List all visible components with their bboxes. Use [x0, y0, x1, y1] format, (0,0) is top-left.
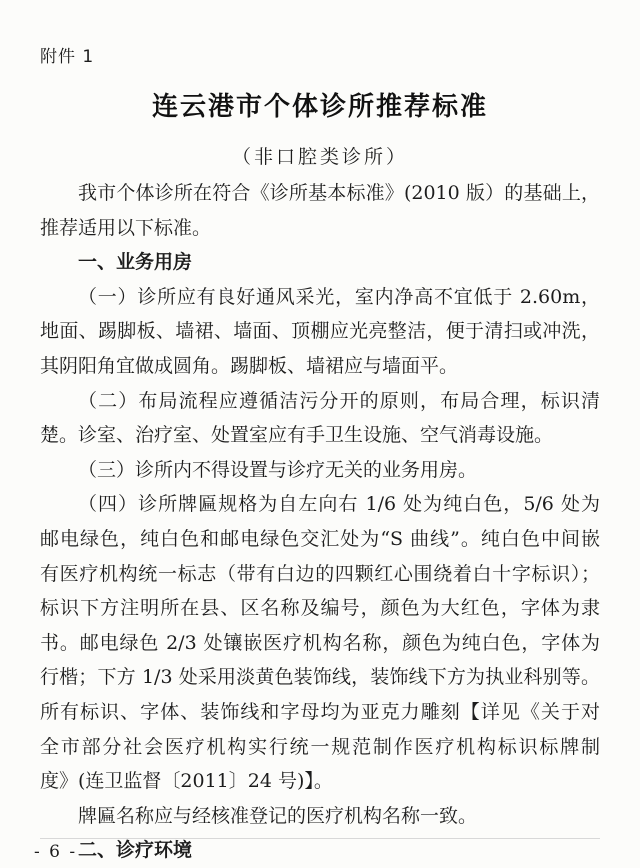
section-heading-clinic-environment: 二、诊疗环境 — [78, 839, 193, 862]
paragraph-line: 有医疗机构统一标志（带有白边的四颗红心围绕着白十字标识）； — [40, 562, 600, 585]
paragraph-line: 楚。诊室、治疗室、处置室应有手卫生设施、空气消毒设施。 — [40, 424, 554, 447]
paragraph-line: 书。邮电绿色 2/3 处镶嵌医疗机构名称，颜色为纯白色，字体为 — [40, 631, 600, 654]
paragraph-line: 所有标识、字体、装饰线和字母均为亚克力雕刻【详见《关于对 — [40, 700, 600, 723]
section-heading-business-rooms: 一、业务用房 — [78, 251, 193, 274]
paragraph-line: （一）诊所应有良好通风采光，室内净高不宜低于 2.60m， — [78, 285, 600, 308]
paragraph-line: （二）布局流程应遵循洁污分开的原则，布局合理，标识清 — [78, 389, 600, 412]
intro-line: 推荐适用以下标准。 — [40, 216, 212, 239]
page-subtitle: （非口腔类诊所） — [231, 146, 408, 168]
paragraph-line: 行楷；下方 1/3 处采用淡黄色装饰线，装饰线下方为执业科别等。 — [40, 666, 600, 689]
attachment-label: 附件 1 — [40, 47, 95, 67]
intro-line: 我市个体诊所在符合《诊所基本标准》(2010 版）的基础上， — [78, 182, 600, 204]
paragraph-line: （四）诊所牌匾规格为自左向右 1/6 处为纯白色，5/6 处为 — [78, 493, 600, 516]
paragraph-line: 邮电绿色，纯白色和邮电绿色交汇处为“S 曲线”。纯白色中间嵌 — [40, 527, 600, 550]
paragraph-line: 度》(连卫监督〔2011〕24 号)】。 — [40, 770, 333, 793]
paragraph-line: 地面、踢脚板、墙裙、墙面、顶棚应光亮整洁，便于清扫或冲洗， — [40, 320, 600, 343]
page-title: 连云港市个体诊所推荐标准 — [151, 92, 488, 122]
paragraph-line: （三）诊所内不得设置与诊疗无关的业务用房。 — [78, 458, 478, 481]
paragraph-line: 其阴阳角宜做成圆角。踢脚板、墙裙应与墙面平。 — [40, 354, 459, 377]
paragraph-line: 标识下方注明所在县、区名称及编号，颜色为大红色，字体为隶 — [40, 597, 600, 620]
paragraph-line: 牌匾名称应与经核准登记的医疗机构名称一致。 — [78, 804, 478, 827]
page-number: - 6 - — [34, 842, 78, 862]
document-body — [40, 176, 600, 868]
paragraph-line: 全市部分社会医疗机构实行统一规范制作医疗机构标识标牌制 — [40, 735, 600, 758]
footer-divider — [40, 838, 600, 839]
